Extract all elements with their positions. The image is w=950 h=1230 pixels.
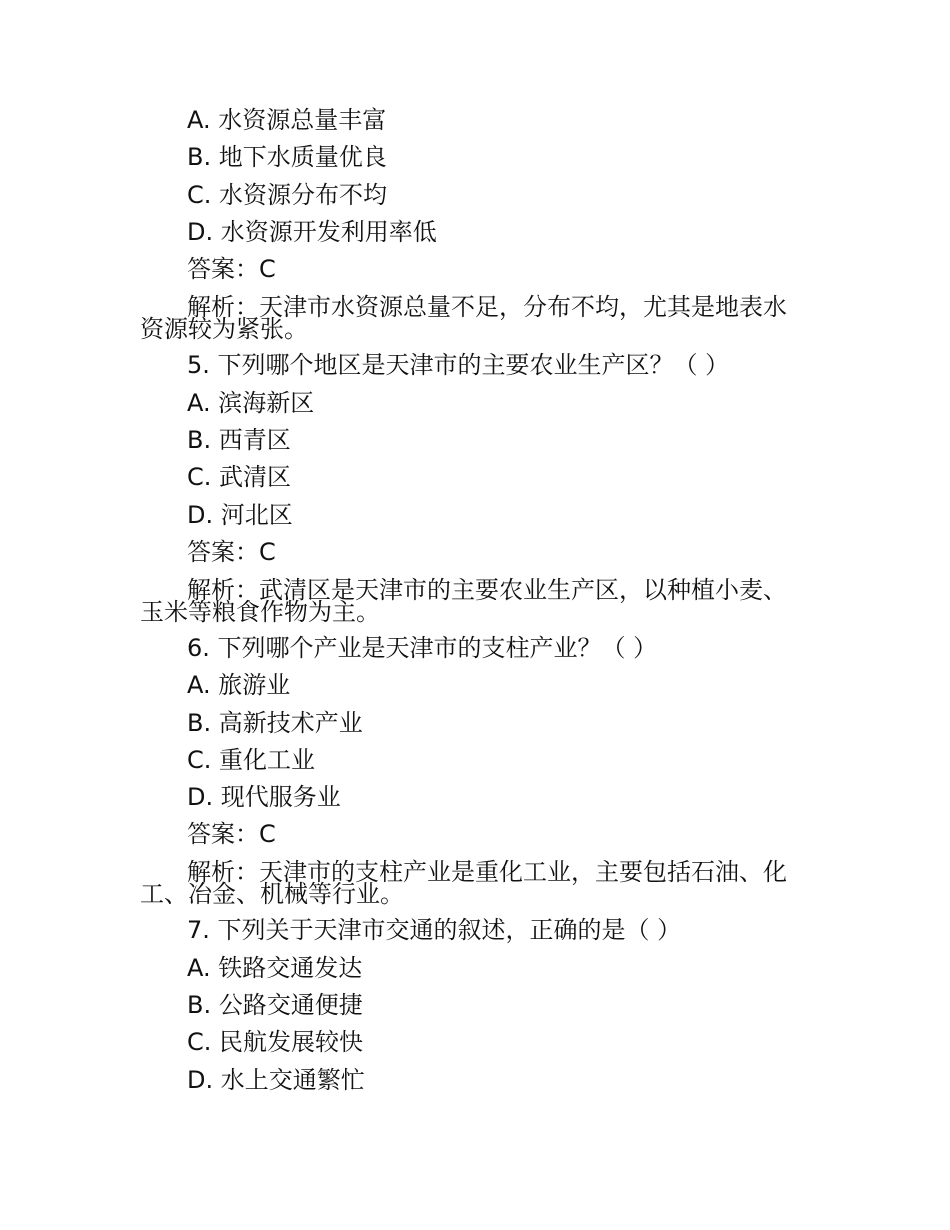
q4-option-a: A. 水资源总量丰富 xyxy=(187,106,387,134)
q5-option-d: D. 河北区 xyxy=(187,501,293,529)
q5-option-b: B. 西青区 xyxy=(187,426,291,454)
q4-option-c: C. 水资源分布不均 xyxy=(187,181,388,209)
q7-option-a: A. 铁路交通发达 xyxy=(187,954,363,982)
q7-question: 7. 下列关于天津市交通的叙述，正确的是（ ） xyxy=(187,916,682,944)
q5-analysis-line2: 玉米等粮食作物为主。 xyxy=(140,598,380,626)
q4-analysis-line1: 解析：天津市水资源总量不足，分布不均，尤其是地表水 xyxy=(187,293,787,321)
q6-question: 6. 下列哪个产业是天津市的支柱产业？（ ） xyxy=(187,634,658,662)
q6-analysis-line2: 工、冶金、机械等行业。 xyxy=(140,880,404,908)
q5-question: 5. 下列哪个地区是天津市的主要农业生产区？（ ） xyxy=(187,351,730,379)
q5-option-a: A. 滨海新区 xyxy=(187,389,315,417)
q4-answer: 答案：C xyxy=(187,255,276,283)
q4-option-d: D. 水资源开发利用率低 xyxy=(187,218,437,246)
q5-option-c: C. 武清区 xyxy=(187,463,292,491)
q4-option-b: B. 地下水质量优良 xyxy=(187,143,387,171)
q6-option-b: B. 高新技术产业 xyxy=(187,709,363,737)
q6-option-c: C. 重化工业 xyxy=(187,746,316,774)
q5-answer: 答案：C xyxy=(187,538,276,566)
q6-answer: 答案：C xyxy=(187,820,276,848)
q5-analysis-line1: 解析：武清区是天津市的主要农业生产区，以种植小麦、 xyxy=(187,576,787,604)
q6-analysis-line1: 解析：天津市的支柱产业是重化工业，主要包括石油、化 xyxy=(187,858,787,886)
q6-option-d: D. 现代服务业 xyxy=(187,783,341,811)
q7-option-c: C. 民航发展较快 xyxy=(187,1028,364,1056)
q7-option-d: D. 水上交通繁忙 xyxy=(187,1066,365,1094)
q4-analysis-line2: 资源较为紧张。 xyxy=(140,315,308,343)
q7-option-b: B. 公路交通便捷 xyxy=(187,991,363,1019)
q6-option-a: A. 旅游业 xyxy=(187,671,291,699)
